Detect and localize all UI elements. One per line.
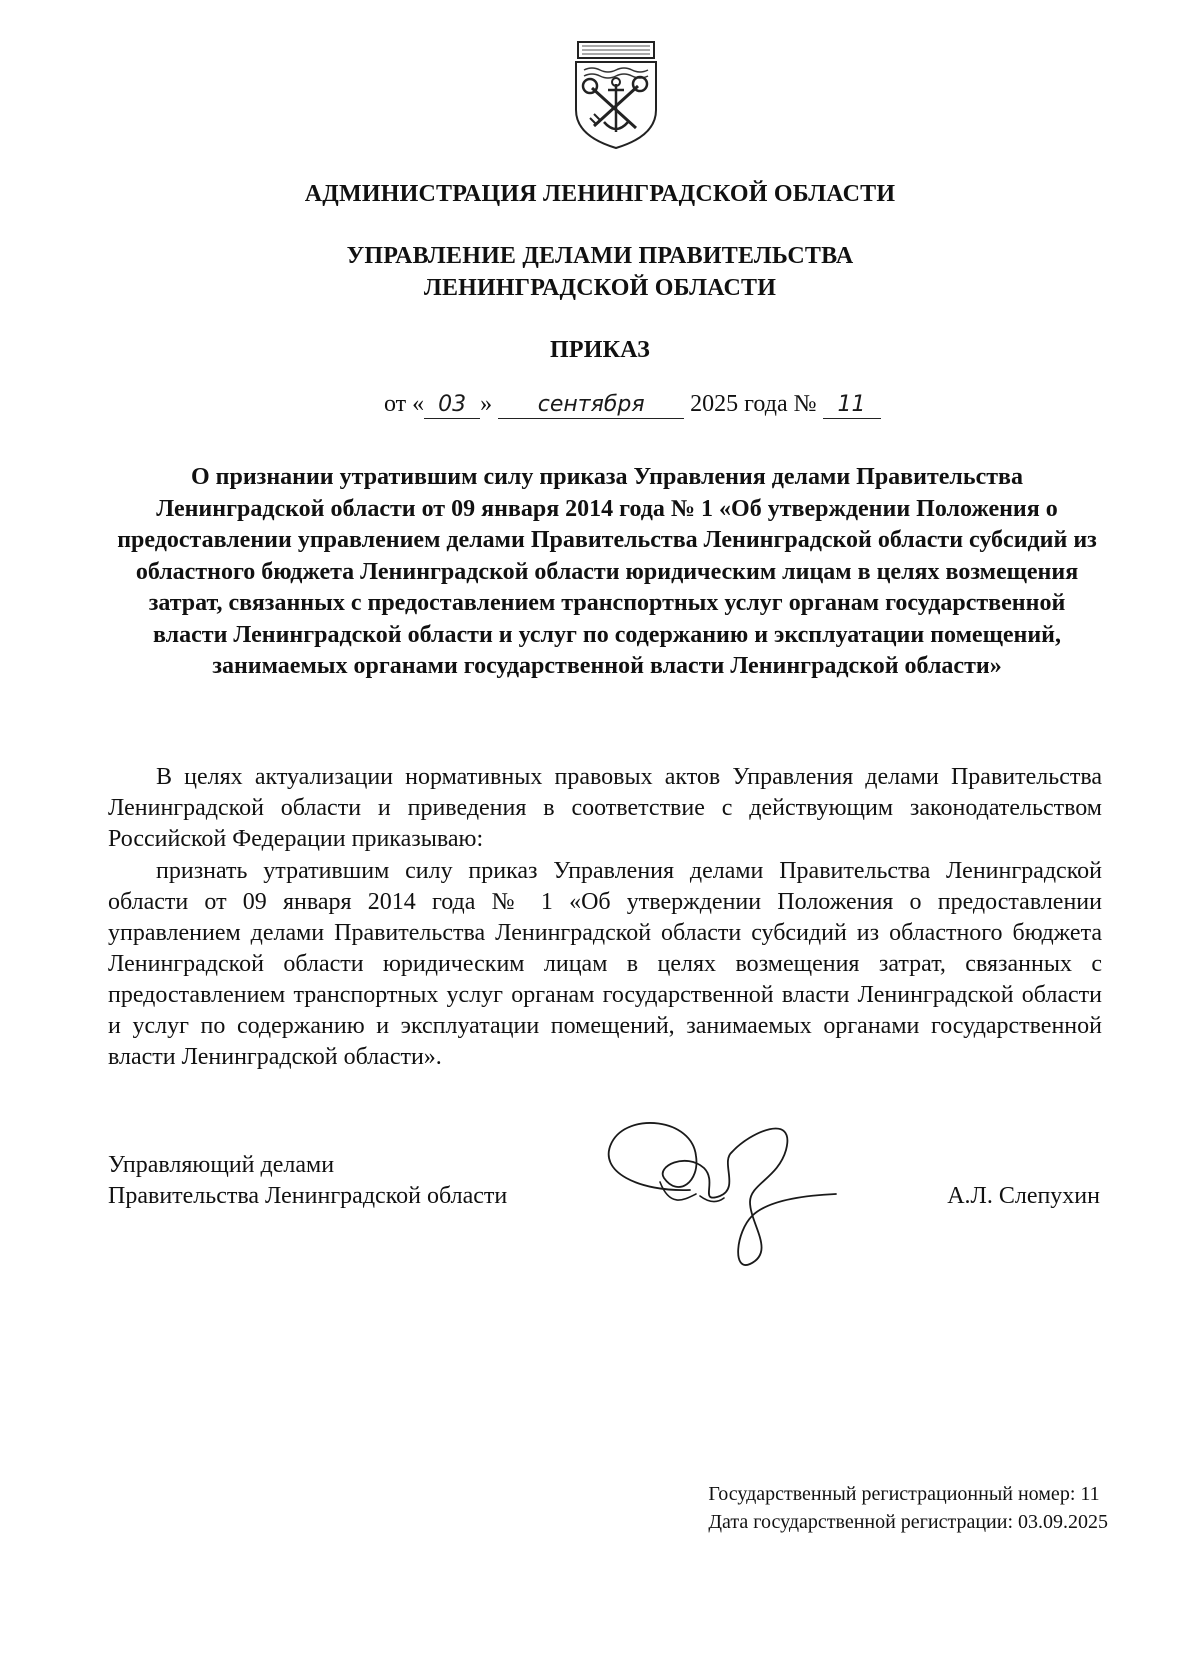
order-date-line (384, 388, 881, 420)
signatory-role-line2: Правительства Ленинградской области (108, 1183, 508, 1209)
department-heading (0, 240, 1200, 304)
preamble-paragraph: В целях актуализации нормативных правовых актов Управления делами Правительства Ленинградской области и приведения в соответствие с действующим законодательством Российской Федерации приказываю: (108, 764, 1102, 852)
signatory-role (108, 1150, 507, 1212)
date-after-day: » (480, 391, 493, 417)
order-title: О признании утратившим силу приказа Управления делами Правительства Ленинградской области от 09 января 2014 года № 1 «Об утверждении Положения о предоставлении управлением делами Правительства Ленинградской области субсидий из областного бюджета Ленинградской области юридическим лицам в целях возмещения затрат, связанных с предоставлением транспортных услуг органам государственной власти Ленинградской области и услуг по содержанию и эксплуатации помещений, занимаемых органами государственной власти Ленинградской области» (117, 464, 1097, 679)
registration-date: Дата государственной регистрации: 03.09.2025 (708, 1511, 1108, 1533)
handwritten-order-number: 11 (823, 392, 881, 419)
order-paragraph: признать утратившим силу приказ Управления делами Правительства Ленинградской области от 09 января 2014 года № 1 «Об утверждении Положения о предоставлении управлением делами Правительства Ленинградской области субсидий из областного бюджета Ленинградской области юридическим лицам в целях возмещения затрат, связанных с предоставлением транспортных услуг органам государственной власти Ленинградской области и услуг по содержанию и эксплуатации помещений, занимаемых органами государственной власти Ленинградской области». (108, 858, 1102, 1070)
administration-heading: АДМИНИСТРАЦИЯ ЛЕНИНГРАДСКОЙ ОБЛАСТИ (304, 181, 896, 207)
handwritten-month: сентября (498, 392, 684, 419)
department-heading-line1: УПРАВЛЕНИЕ ДЕЛАМИ ПРАВИТЕЛЬСТВА (346, 243, 854, 269)
doc-type-heading: ПРИКАЗ (549, 337, 650, 363)
date-year-text: 2025 года № (690, 391, 817, 417)
handwritten-day: 03 (424, 392, 480, 419)
registration-stamp (708, 1480, 1108, 1536)
handwritten-signature-icon (600, 1112, 850, 1272)
signatory-role-line1: Управляющий делами (108, 1152, 335, 1178)
coat-of-arms-icon (570, 40, 662, 152)
registration-number: Государственный регистрационный номер: 11 (708, 1483, 1100, 1505)
signatory-name: А.Л. Слепухин (947, 1183, 1100, 1209)
department-heading-line2: ЛЕНИНГРАДСКОЙ ОБЛАСТИ (423, 275, 777, 301)
date-prefix: от « (384, 391, 425, 417)
